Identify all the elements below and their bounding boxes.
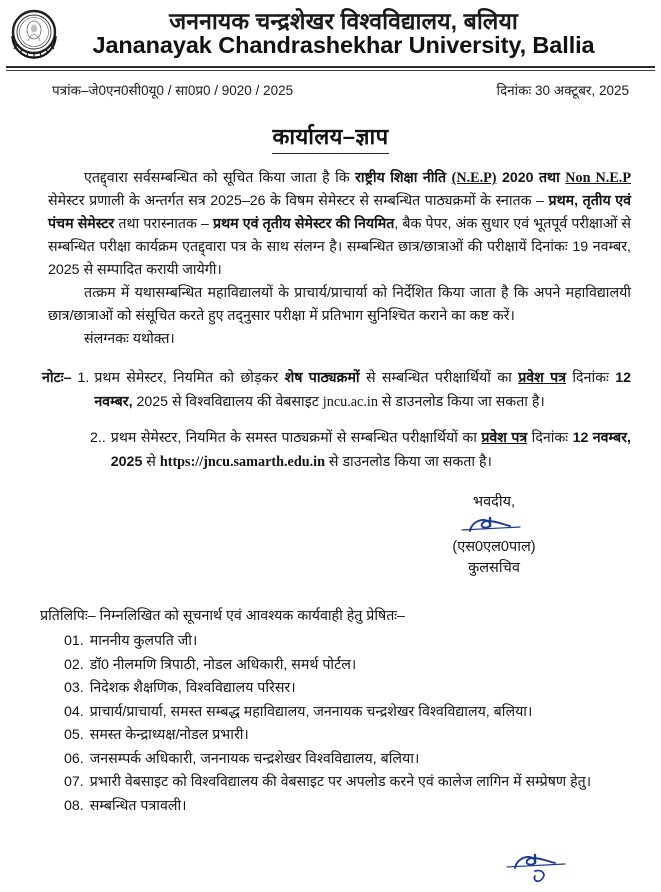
n2-seg4: से डाउनलोड किया जा सकता है। [324,453,492,470]
dist-item-text: सम्बन्धित पत्रावली। [89,797,187,814]
dist-item-number: 01. [64,633,84,650]
n1-admit-card: प्रवेश पत्र [518,370,567,386]
reference-date-row [0,71,661,99]
n1-website-url[interactable]: jncu.ac.in [322,393,378,410]
distribution-heading: प्रतिलिपिः– निम्नलिखित को सूचनार्थ एवं आवश्यक कार्यवाही हेतु प्रेषितः– [40,608,406,625]
note-2-number: 2.. [90,429,106,446]
dist-item-number: 04. [64,703,84,720]
list-item [40,771,631,795]
n1-seg2: से सम्बन्धित परीक्षार्थियों का [359,370,519,386]
dist-item-number: 03. [64,680,84,697]
p1-non-nep-abbrev: Non N.E.P [565,170,632,186]
n2-samarth-url[interactable]: https://jncu.samarth.edu.in [159,453,325,470]
p1-seg3: तथा परास्नातक – [114,216,214,232]
n2-seg3: से [142,453,160,470]
letter-date: दिनांकः 30 अक्टूबर, 2025 [496,83,629,98]
body-paragraph-2: तत्क्रम में यथासम्बन्धित महाविद्यालयों के प्राचार्य/प्राचार्या को निर्देशित किया जाता है कि अपने महाविद्यालयी छात्र/छात्राओं को संसूचित करते हुए तद्नुसार परीक्षा में प्रतिभाग सुनिश्चित कराने का कष्ट करें। [48,285,631,324]
letter-body [48,167,631,351]
university-name-hindi: जननायक चन्द्रशेखर विश्वविद्यालय, बलिया [169,7,518,34]
n1-seg1: प्रथम सेमेस्टर, नियमित को छोड़कर [94,370,285,386]
n2-admit-card: प्रवेश पत्र [481,429,528,446]
p1-bold-ug-semesters: प्रथम, तृतीय एवं पंचम सेमेस्टर [48,193,631,232]
reference-number: पत्रांक–जे0एन0सी0यू0 / सा0प्र0 / 9020 / 2025 [52,83,294,98]
n1-seg5: से डाउनलोड किया जा सकता है। [377,393,545,410]
note-1-number: 1. [77,370,90,386]
list-item [40,748,631,772]
body-paragraph-1 [48,167,631,282]
n2-seg1: प्रथम सेमेस्टर, नियमित के समस्त पाठ्यक्रमों से सम्बन्धित परीक्षार्थियों का [110,429,482,446]
note-1-text [94,367,631,415]
list-item [40,724,631,748]
dist-item-text: समस्त केन्द्राध्यक्ष/नोडल प्रभारी। [89,727,249,744]
note-item-1 [42,367,631,415]
list-item [40,701,631,725]
dist-item-text: डॉ0 नीलमणि त्रिपाठी, नोडल अधिकारी, समर्थ पोर्टल। [89,656,357,673]
notes-section [42,367,631,474]
registrar-designation: कुलसचिव [468,560,520,577]
list-item [40,677,631,701]
p1-seg4: , बैक पेपर, अंक सुधार एवं भूतपूर्व परीक्षाओं से सम्बन्धित परीक्षा कार्यक्रम एतद्द्वारा पत्र के साथ संलग्न है। सम्बन्धित छात्र/छात्राओं की परीक्षायें दिनांकः 19 नवम्बर, 2025 से सम्पादित करायी जायेगी। [48,216,631,278]
subject-title-wrap [0,121,661,154]
handwritten-signature-icon [501,851,577,890]
dist-item-number: 06. [64,750,84,767]
page-title: कार्यालय–ज्ञाप [272,121,388,154]
p1-nep-abbrev: (N.E.P) [451,170,497,186]
signature-block [399,492,589,579]
university-name-english: Jananayak Chandrashekhar University, Ballia [92,32,595,59]
p1-bold-nep-policy: राष्ट्रीय शिक्षा नीति [355,170,452,186]
n1-bold-courses: शेष पाठ्यक्रमों [284,370,360,386]
p1-seg2: सेमेस्टर प्रणाली के अन्तर्गत सत्र 2025–26 के विषम सेमेस्टर से सम्बन्धित पाठ्यक्रमों के स्नातक – [48,193,549,209]
n2-bold-date: 12 नवम्बर, 2025 [110,429,631,470]
university-seal-icon [8,8,60,60]
note-item-2 [90,427,631,475]
letterhead [0,0,661,62]
dist-item-text: प्राचार्य/प्राचार्या, समस्त सम्बद्ध महाविद्यालय, जननायक चन्द्रशेखर विश्वविद्यालय, बलिया। [89,703,533,720]
n2-seg2: दिनांकः [527,429,573,446]
dist-item-text: प्रभारी वेबसाइट को विश्वविद्यालय की वेबसाइट पर अपलोड करने एवं कालेज लागिन में सम्प्रेषण हेतु। [89,774,592,791]
p1-seg1: एतद्द्वारा सर्वसम्बन्धित को सूचित किया जाता है कि [84,170,356,186]
n1-bold-date: 12 नवम्बर, [94,370,631,410]
dist-item-text: निदेशक शैक्षणिक, विश्वविद्यालय परिसर। [89,680,296,697]
list-item [40,654,631,678]
enclosure-line: संलग्नकः यथोक्त। [84,331,175,347]
dist-item-number: 02. [64,656,84,673]
dist-item-number: 05. [64,727,84,744]
n1-seg3: दिनांकः [566,370,616,386]
handwritten-signature-icon [399,513,589,537]
signature-salutation: भवदीय, [472,494,516,511]
p1-bold-year: 2020 तथा [496,170,566,186]
dist-item-text: माननीय कुलपति जी। [89,633,198,650]
notes-label: नोटः– [42,370,72,386]
list-item [40,630,631,654]
n1-seg4: 2025 से विश्वविद्यालय की वेबसाइट [132,393,323,410]
dist-item-number: 08. [64,797,84,814]
list-item [40,795,631,819]
letterhead-titles [66,7,651,59]
dist-item-text: जनसम्पर्क अधिकारी, जननायक चन्द्रशेखर विश्वविद्यालय, बलिया। [89,750,420,767]
p1-bold-pg-semesters: प्रथम एवं तृतीय सेमेस्टर की नियमित [213,216,395,232]
distribution-list [40,605,631,818]
note-2-text [111,427,631,475]
registrar-name: (एस0एल0पाल) [452,539,536,556]
distribution-items [40,630,631,819]
dist-item-number: 07. [64,774,84,791]
